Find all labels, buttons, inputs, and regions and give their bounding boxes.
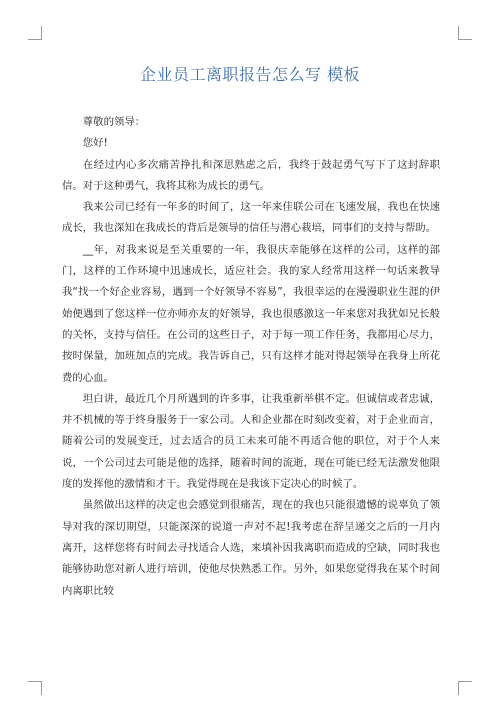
paragraph: 虽然做出这样的决定也会感觉到很痛苦，现在的我也只能很遗憾的说辜负了领导对我的深切期望，只能深深的说道一声对不起!我考虑在辞呈递交之后的一月内离开，这样您将有时间去寻找适合人选，来填补因我离职而造成的空缺，同时我也能够协助您对新人进行培训，使他尽快熟悉工作。另外，如果您觉得我在某个时间内离职比较 <box>62 499 440 597</box>
paragraph: 在经过内心多次痛苦挣扎和深思熟虑之后，我终于鼓起勇气写下了这封辞职信。对于这种勇气，我将其称为成长的勇气。 <box>62 158 440 192</box>
crop-mark-bottom-right <box>458 681 459 695</box>
greeting: 您好! <box>82 137 108 150</box>
paragraph: 坦白讲，最近几个月所遇到的许多事，让我重新举棋不定。但诚信或者忠诚，并不机械的等于终身服务于一家公司。人和企业都在时刻改变着，对于企业而言，随着公司的发展变迁，过去适合的员工未来可能不再适合他的职位，对于个人来说，一个公司过去可能是他的选择，随着时间的流逝，现在可能已经无法激发他限度的发挥他的激情和才干。我觉得现在是我该下定决心的时候了。 <box>62 392 440 491</box>
paragraph: __年，对我来说是至关重要的一年，我很庆幸能够在这样的公司，这样的部门，这样的工作环境中迅速成长，适应社会。我的家人经常用这样一句话来教导我“找一个好企业容易，遇到一个好领导不容易”，我很幸运的在漫漫职业生涯的伊始便遇到了您这样一位亦师亦友的好领导，我也很感激这一年来您对我犹如兄长般的关怀，支持与信任。在公司的这些日子，对于每一项工作任务，我都用心尽力，按时保量，加班加点的完成。我告诉自己，只有这样才能对得起领导在我身上所花费的心血。 <box>62 243 440 384</box>
crop-mark-bottom-left <box>41 681 42 695</box>
salutation: 尊敬的领导： <box>82 116 146 128</box>
crop-mark-bottom-left <box>28 681 42 682</box>
crop-mark-top-right <box>458 26 459 40</box>
crop-mark-top-left <box>28 39 42 40</box>
paragraph: 我来公司已经有一年多的时间了，这一年来佳联公司在飞速发展，我也在快速成长，我也深知在我成长的背后是领导的信任与潜心栽培，同事们的支持与帮助。 <box>62 201 440 235</box>
crop-mark-top-left <box>41 26 42 40</box>
document-body <box>62 112 440 602</box>
crop-mark-top-right <box>458 39 472 40</box>
document-title: 企业员工离职报告怎么写 模板 <box>139 65 361 84</box>
crop-mark-bottom-right <box>458 681 472 682</box>
